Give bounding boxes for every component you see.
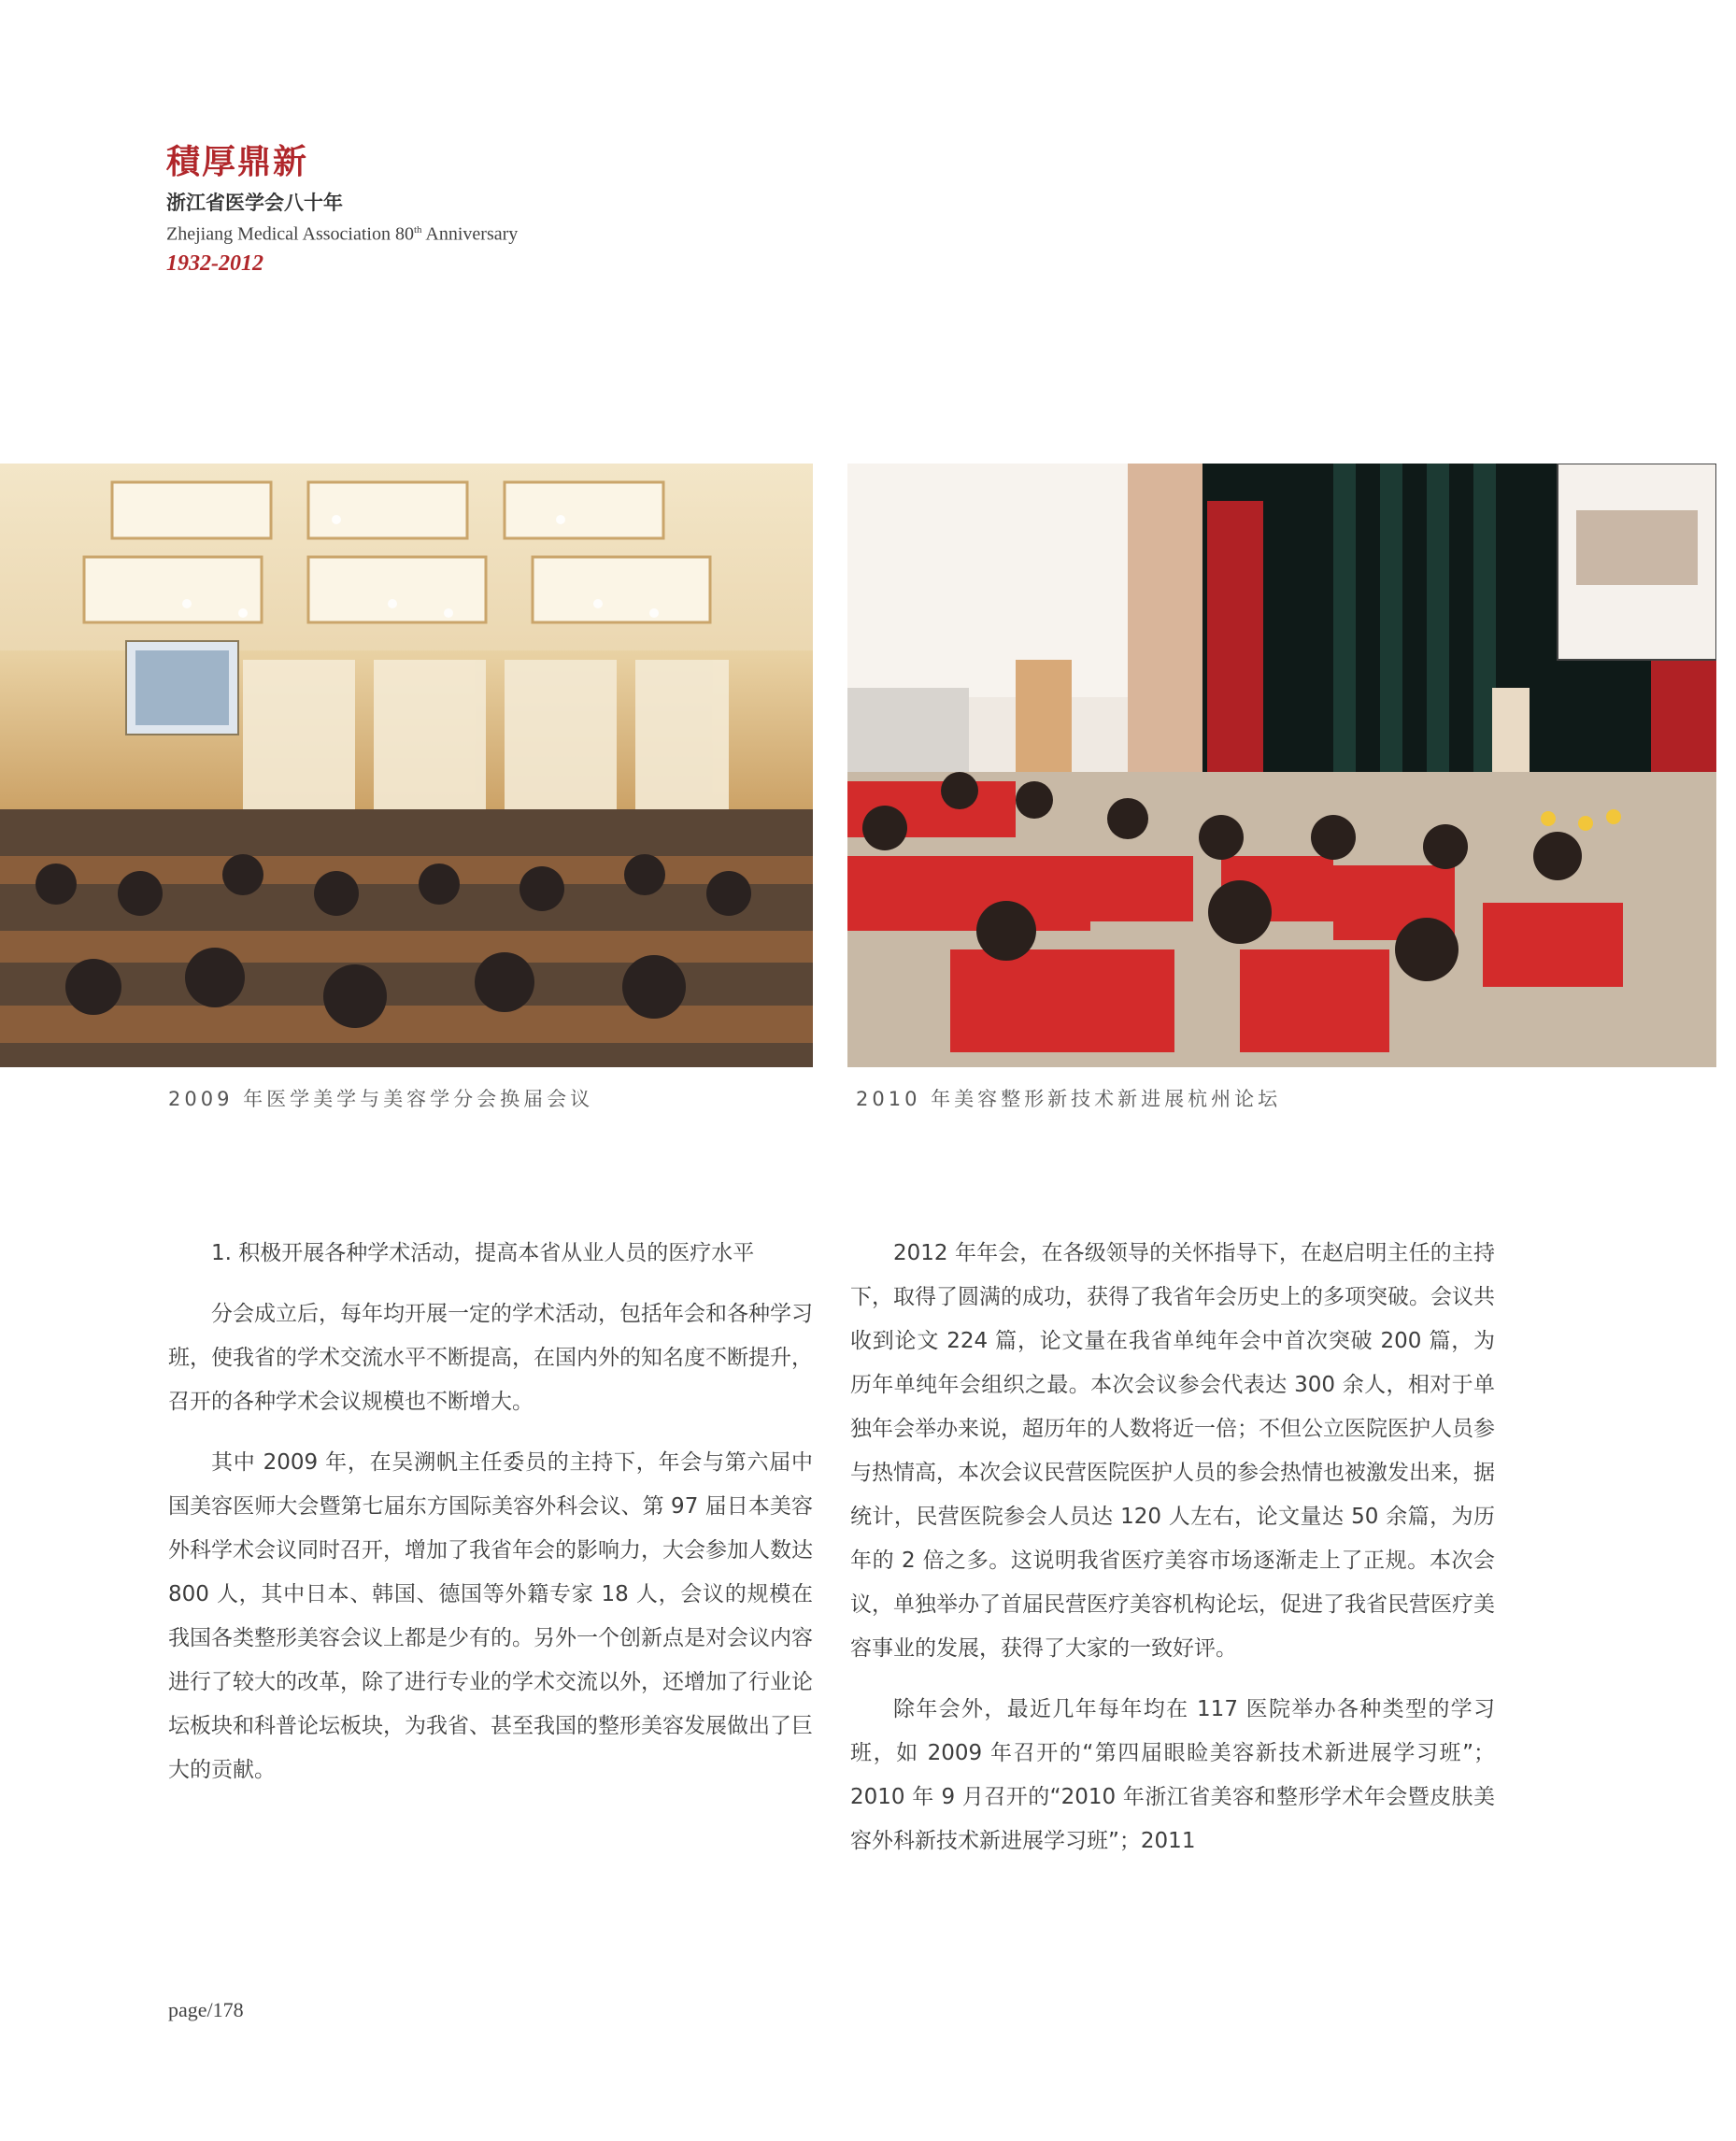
text-column-right bbox=[850, 1232, 1495, 1880]
org-name-english-main: Zhejiang Medical Association 80 bbox=[166, 223, 414, 245]
paragraph: 2012 年年会，在各级领导的关怀指导下，在赵启明主任的主持下，取得了圆满的成功，获得了我省年会历史上的多项突破。会议共收到论文 224 篇，论文量在我省单纯年会中首次突破 200 篇，为历年单纯年会组织之最。本次会议参会代表达 300 余人，相对于单独年会举办来说，超历年的人数将近一倍；不但公立医院医护人员参与热情高，本次会议民营医院医护人员的参会热情也被激发出来，据统计，民营医院参会人员达 120 人左右，论文量达 50 余篇，为历年的 2 倍之多。这说明我省医疗美容市场逐渐走上了正规。本次会议，单独举办了首届民营医疗美容机构论坛，促进了我省民营医疗美容事业的发展，获得了大家的一致好评。 bbox=[850, 1241, 1495, 1661]
meeting-hall-illustration bbox=[0, 464, 813, 1067]
photo-2010-forum bbox=[847, 464, 1716, 1067]
page-number: page/178 bbox=[168, 1998, 244, 2021]
text-column-left bbox=[168, 1232, 813, 1809]
paragraph: 分会成立后，每年均开展一定的学术活动，包括年会和各种学习班，使我省的学术交流水平不断提高，在国内外的知名度不断提升，召开的各种学术会议规模也不断增大。 bbox=[168, 1302, 813, 1414]
paragraph: 其中 2009 年，在吴溯帆主任委员的主持下，年会与第六届中国美容医师大会暨第七届东方国际美容外科会议、第 97 届日本美容外科学术会议同时召开，增加了我省年会的影响力，大会参加人数达 800 人，其中日本、韩国、德国等外籍专家 18 人，会议的规模在我国各类整形美容会议上都是少有的。另外一个创新点是对会议内容进行了较大的改革，除了进行专业的学术交流以外，还增加了行业论坛板块和科普论坛板块，为我省、甚至我国的整形美容发展做出了巨大的贡献。 bbox=[168, 1450, 813, 1782]
anniversary-logo: 積厚鼎新 bbox=[166, 142, 309, 181]
org-name-chinese: 浙江省医学会八十年 bbox=[166, 192, 343, 214]
org-name-english-sup: th bbox=[413, 224, 422, 236]
section-heading: 1. 积极开展各种学术活动，提高本省从业人员的医疗水平 bbox=[211, 1241, 755, 1265]
org-name-english-suffix: Anniversary bbox=[421, 223, 519, 245]
org-name-english bbox=[166, 217, 518, 248]
auditorium-illustration bbox=[847, 464, 1716, 1067]
photo-2009-meeting bbox=[0, 464, 813, 1067]
anniversary-years: 1932-2012 bbox=[166, 250, 263, 276]
paragraph: 除年会外，最近几年每年均在 117 医院举办各种类型的学习班，如 2009 年召开的“第四届眼睑美容新技术新进展学习班”；2010 年 9 月召开的“2010 年浙江省美容和整形学术年会暨皮肤美容外科新技术新进展学习班”；2011 bbox=[850, 1697, 1495, 1853]
photo-caption-left: 2009 年医学美学与美容学分会换届会议 bbox=[168, 1088, 594, 1110]
page-header bbox=[166, 140, 518, 279]
photo-caption-right: 2010 年美容整形新技术新进展杭州论坛 bbox=[856, 1088, 1282, 1110]
